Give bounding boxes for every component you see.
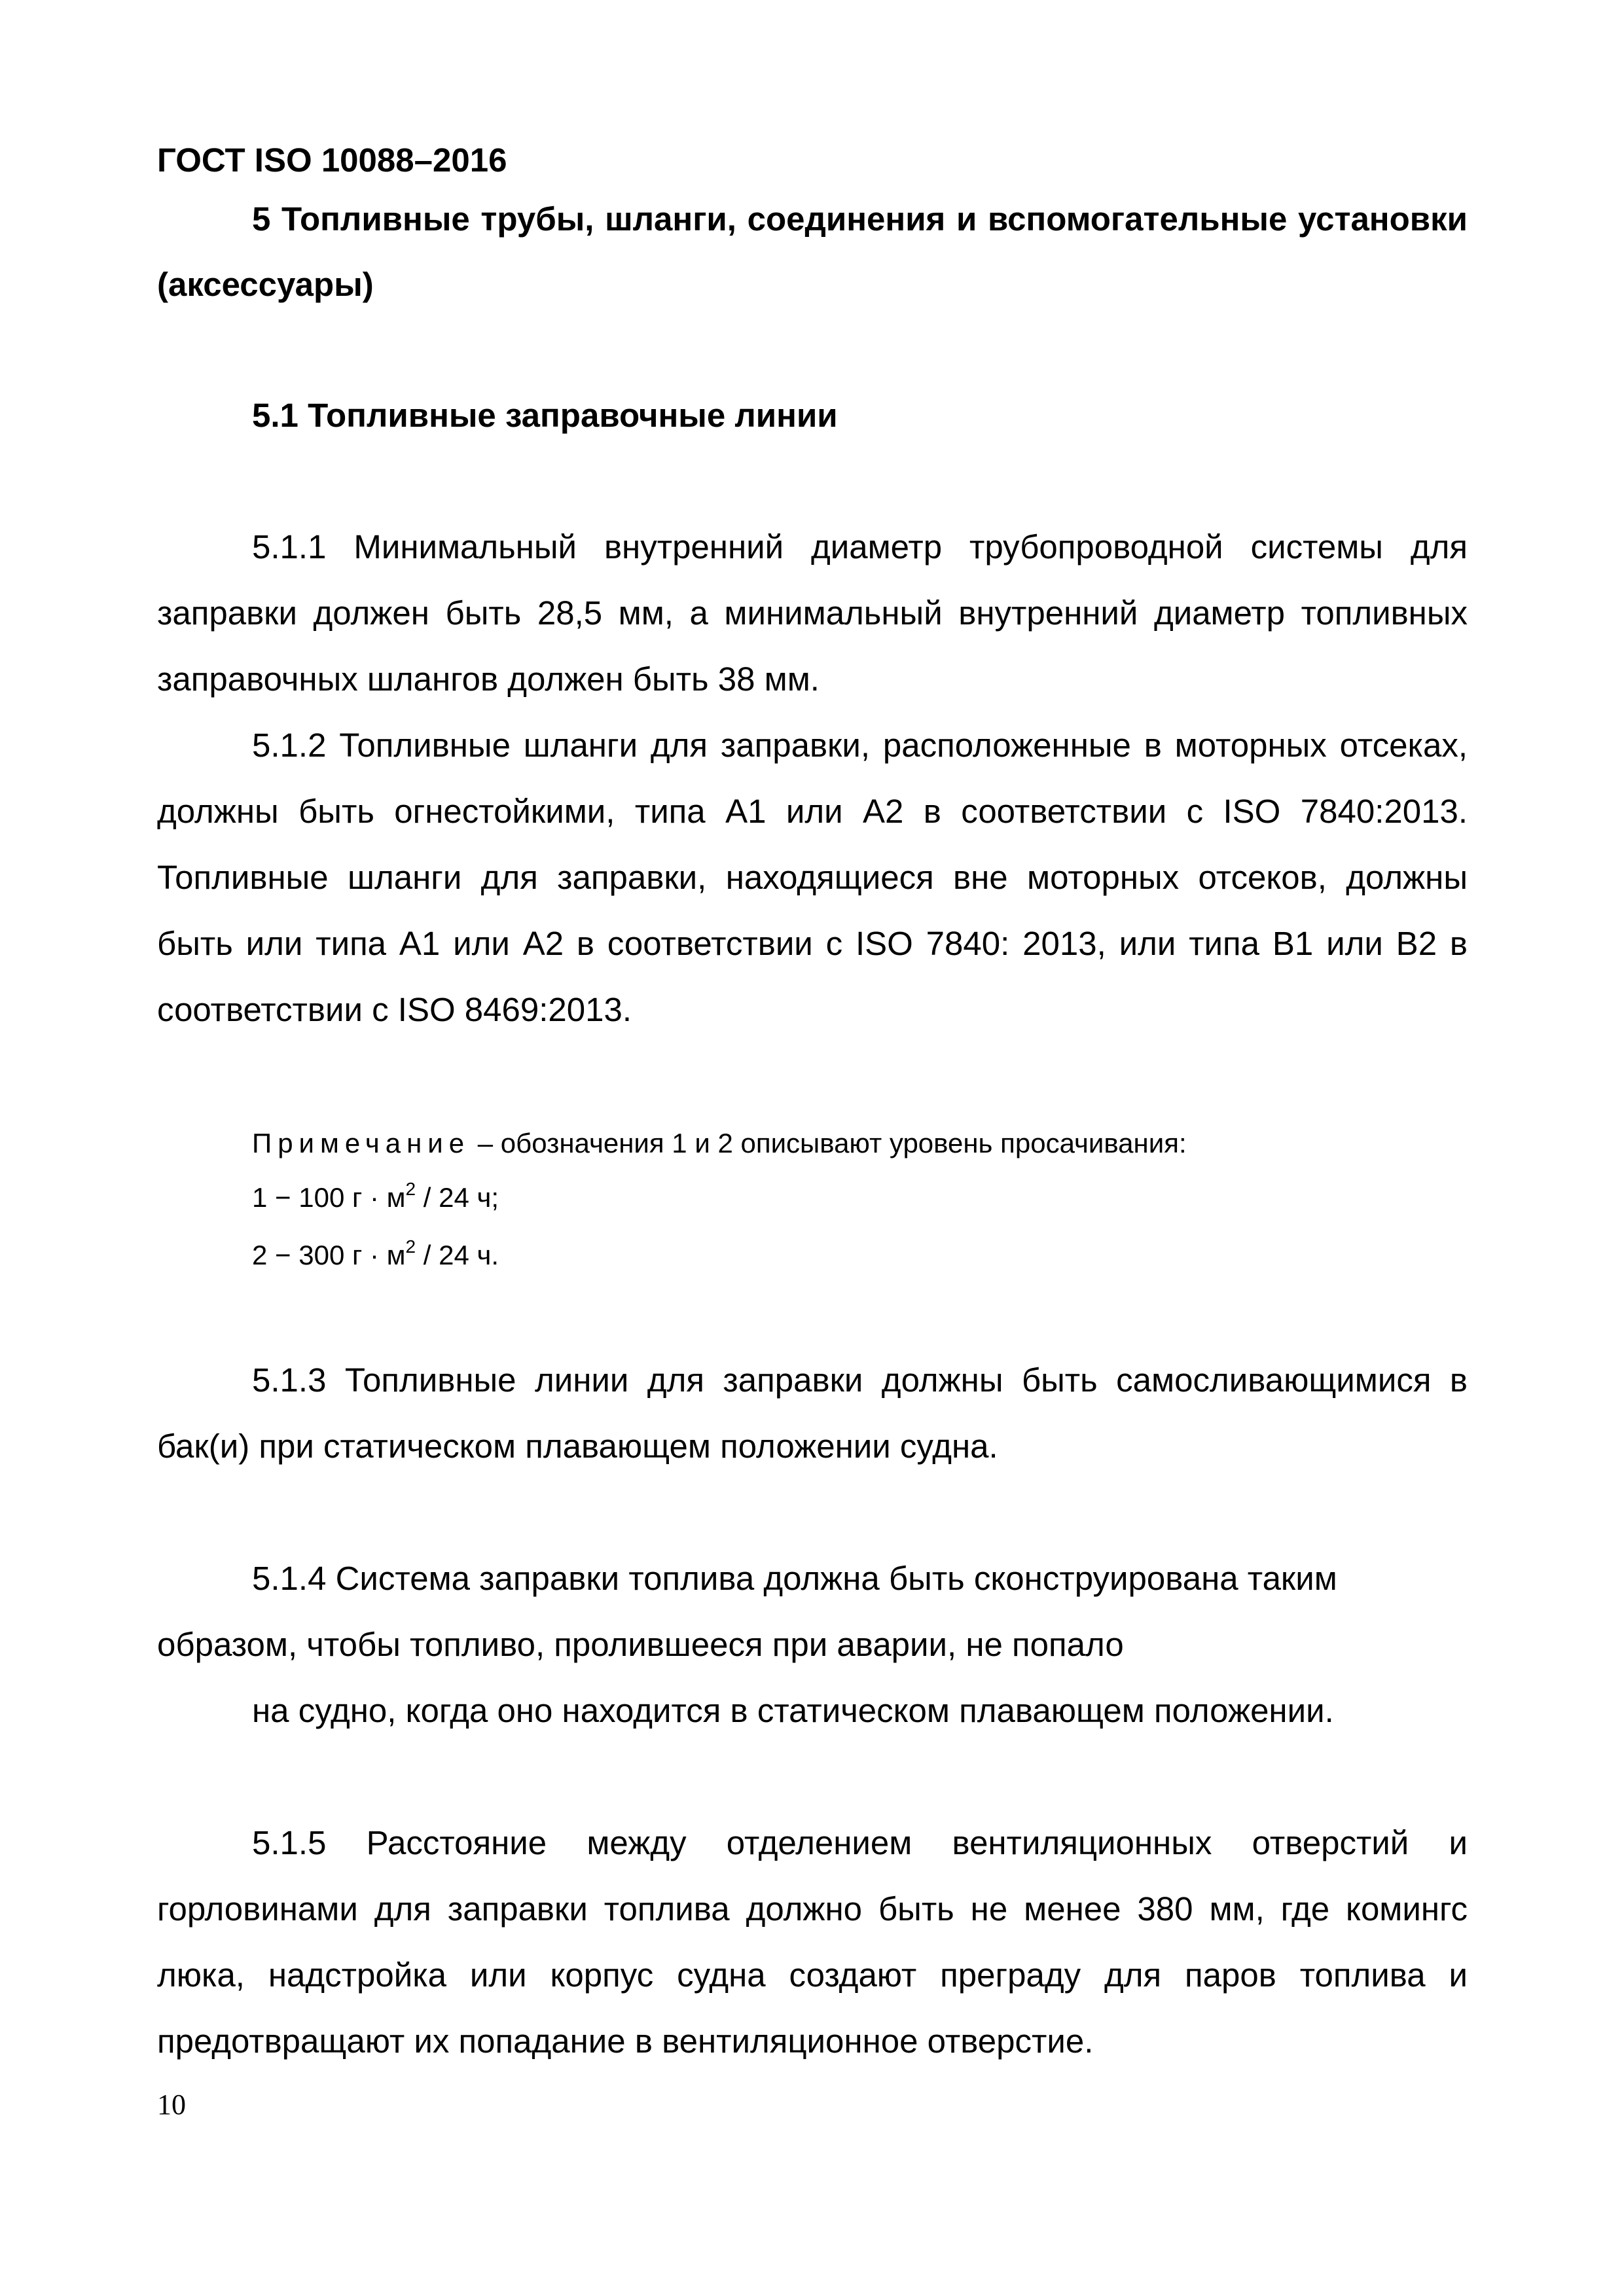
note-label: Примечание xyxy=(252,1128,471,1158)
note-line-1-suffix: / 24 ч; xyxy=(416,1182,499,1213)
note-line-1-prefix: 1 − 100 г · м xyxy=(252,1182,406,1213)
note-text: – обозначения 1 и 2 описывают уровень просачивания: xyxy=(470,1128,1187,1158)
note-line-2-exponent: 2 xyxy=(405,1236,416,1257)
note-line-1 xyxy=(252,1181,499,1214)
note-line-1-exponent: 2 xyxy=(405,1179,416,1199)
note-heading xyxy=(252,1127,1187,1160)
subsection-title: 5.1 Топливные заправочные линии xyxy=(252,397,838,434)
note-line-2-prefix: 2 − 300 г · м xyxy=(252,1240,406,1270)
paragraph-5-1-4-start: 5.1.4 Система заправки топлива должна быть сконструирована таким образом, чтобы топливо, пролившееся при аварии, не попало xyxy=(157,1560,1337,1663)
paragraph-5-1-1: 5.1.1 Минимальный внутренний диаметр трубопроводной системы для заправки должен быть 28,5 мм, а минимальный внутренний диаметр топливных заправочных шлангов должен быть 38 мм. xyxy=(157,528,1468,698)
page-number: 10 xyxy=(157,2089,186,2121)
paragraph-5-1-2: 5.1.2 Топливные шланги для заправки, расположенные в моторных отсеках, должны быть огнестойкими, типа А1 или А2 в соответствии с ISO 7840:2013. Топливные шланги для заправки, находящиеся вне моторных отсеков, должны быть или типа А1 или А2 в соответствии с ISO 7840: 2013, или типа В1 или В2 в соответствии с ISO 8469:2013. xyxy=(157,726,1468,1028)
document-code: ГОСТ ISO 10088–2016 xyxy=(157,141,507,179)
paragraph-5-1-5: 5.1.5 Расстояние между отделением вентиляционных отверстий и горловинами для заправки топлива должно быть не менее 380 мм, где комингс люка, надстройка или корпус судна создают преграду для паров топлива и предотвращают их попадание в вентиляционное отверстие. xyxy=(157,1824,1468,2060)
note-line-2-suffix: / 24 ч. xyxy=(416,1240,499,1270)
note-line-2 xyxy=(252,1236,499,1272)
paragraph-5-1-3: 5.1.3 Топливные линии для заправки должны быть самосливающимися в бак(и) при статическом плавающем положении судна. xyxy=(157,1361,1468,1465)
paragraph-5-1-4-continued: на судно, когда оно находится в статическом плавающем положении. xyxy=(252,1692,1334,1729)
section-title: 5 Топливные трубы, шланги, соединения и вспомогательные установки (аксессуары) xyxy=(157,200,1468,303)
